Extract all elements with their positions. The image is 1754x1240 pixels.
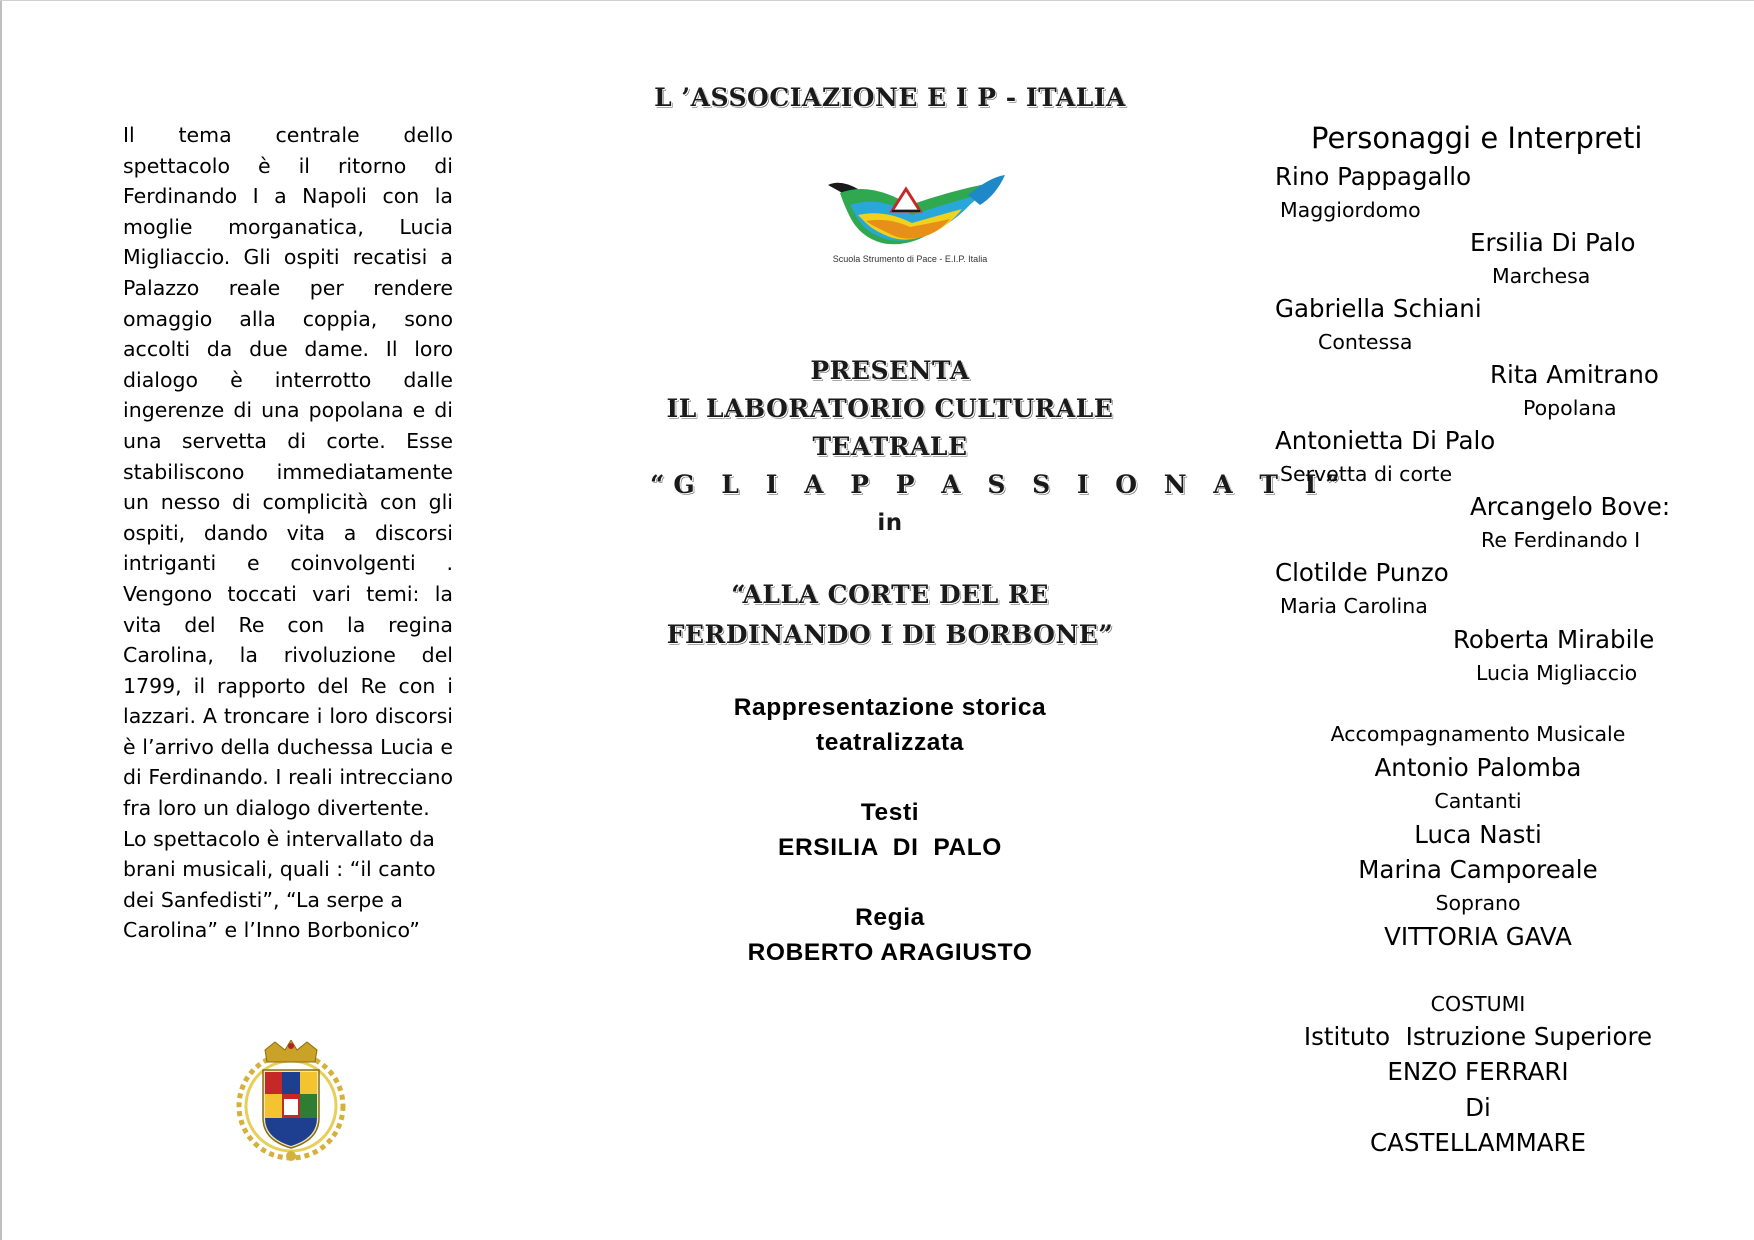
group-name: “G L I A P P A S S I O N A T I” — [650, 470, 1349, 499]
presenta-label: PRESENTA — [810, 356, 970, 385]
direction-label: Regia — [855, 904, 925, 931]
costumes-di: Di — [1465, 1093, 1491, 1122]
music-label: Accompagnamento Musicale — [1330, 722, 1626, 746]
organization-title: L ’ASSOCIAZIONE E I P - ITALIA — [654, 83, 1126, 112]
cast-role: Lucia Migliaccio — [1476, 661, 1638, 685]
cast-name: Rino Pappagallo — [1275, 162, 1472, 191]
costumes-school-name: ENZO FERRARI — [1387, 1057, 1569, 1086]
in-label: in — [877, 510, 903, 536]
soprano-name: VITTORIA GAVA — [1384, 922, 1572, 951]
soprano-label: Soprano — [1435, 891, 1521, 915]
cast-role: Contessa — [1318, 330, 1413, 354]
cast-name: Ersilia Di Palo — [1470, 228, 1636, 257]
synopsis-paragraph: Il tema centrale dello spettacolo è il ritorno di Ferdinando I a Napoli con la moglie morganatica, Lucia Migliaccio. Gli ospiti recatisi a Palazzo reale per rendere omaggio alla coppia, sono accolti da due dame. Il loro dialogo è interrotto dalle ingerenze di una popolana e di una servetta di corte. Esse stabiliscono immediatamente un nesso di complicità con gli ospiti, dando vita a discorsi intriganti e coinvolgenti . Vengono toccati vari temi: la vita del Re con la regina Carolina, la rivoluzione del 1799, il rapporto del Re con i lazzari. A troncare i loro discorsi è l’arrivo della duchessa Lucia e di Ferdinando. I reali intrecciano fra loro un dialogo divertente. — [123, 123, 453, 821]
costumes-city: CASTELLAMMARE — [1369, 1128, 1587, 1157]
cast-role: Maggiordomo — [1280, 198, 1421, 222]
director-name: ROBERTO ARAGIUSTO — [747, 939, 1033, 966]
play-title-line-1: “ALLA CORTE DEL RE — [731, 580, 1049, 609]
cast-name: Gabriella Schiani — [1275, 294, 1482, 323]
musician-name: Antonio Palomba — [1374, 753, 1582, 782]
texts-label: Testi — [860, 799, 920, 826]
singer-name: Marina Camporeale — [1358, 855, 1598, 884]
play-title-line-2: FERDINANDO I DI BORBONE” — [666, 620, 1114, 649]
cast-role: Servetta di corte — [1280, 462, 1453, 486]
cast-role: Marchesa — [1492, 264, 1591, 288]
cast-name: Rita Amitrano — [1490, 360, 1659, 389]
laboratory-line-1: IL LABORATORIO CULTURALE — [666, 394, 1114, 423]
texts-author: ERSILIA DI PALO — [778, 834, 1002, 861]
logo-caption: Scuola Strumento di Pace - E.I.P. Italia — [832, 254, 988, 264]
cast-role: Maria Carolina — [1280, 594, 1428, 618]
subtitle-line-1: Rappresentazione storica — [733, 694, 1047, 721]
cast-name: Clotilde Punzo — [1275, 558, 1449, 587]
singer-name: Luca Nasti — [1414, 820, 1542, 849]
laboratory-line-2: TEATRALE — [812, 432, 968, 461]
costumes-label: COSTUMI — [1430, 992, 1526, 1016]
cast-heading: Personaggi e Interpreti — [1311, 121, 1643, 155]
cast-name: Antonietta Di Palo — [1275, 426, 1496, 455]
subtitle-line-2: teatralizzata — [815, 729, 965, 756]
cast-role: Popolana — [1523, 396, 1617, 420]
cast-name: Arcangelo Bove: — [1470, 492, 1671, 521]
synopsis-music-paragraph: Lo spettacolo è intervallato da brani musicali, quali : “il canto dei Sanfedisti”, “La serpe a Carolina” e l’Inno Borbonico” — [123, 826, 436, 943]
costumes-school: Istituto Istruzione Superiore — [1303, 1022, 1653, 1051]
cast-name: Roberta Mirabile — [1453, 625, 1655, 654]
singers-label: Cantanti — [1434, 789, 1522, 813]
cast-role: Re Ferdinando I — [1481, 528, 1641, 552]
